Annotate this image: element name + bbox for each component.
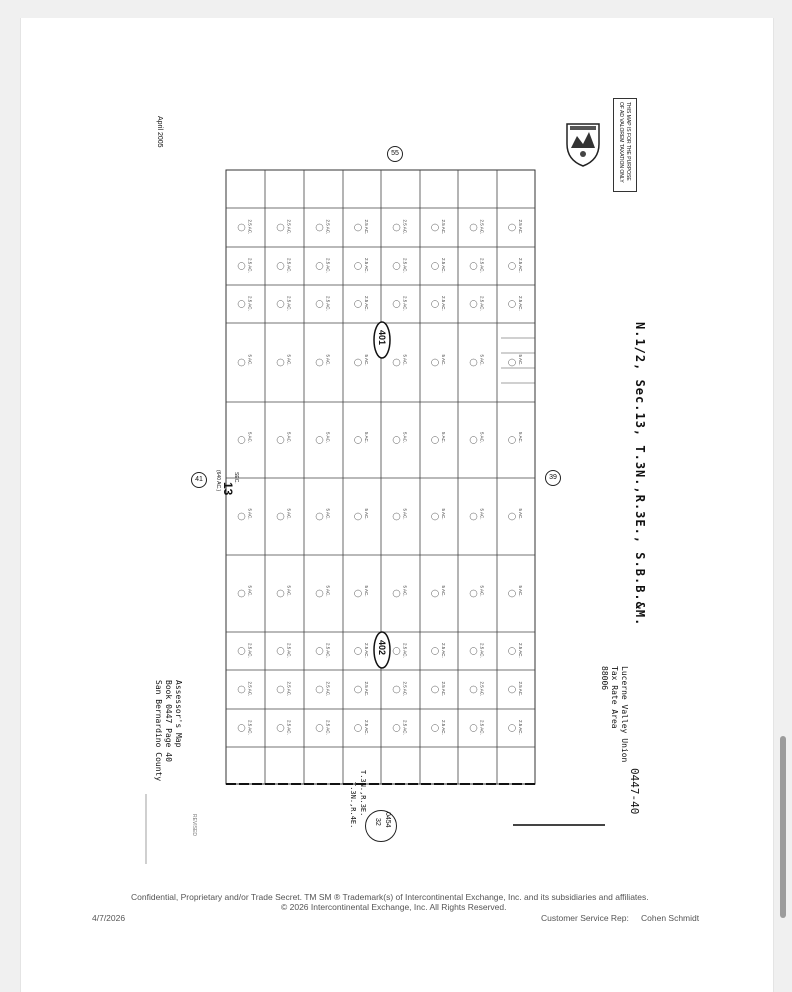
lot-number-circle: [238, 648, 245, 655]
lot-number-circle: [238, 224, 245, 231]
footer-print-date: 4/7/2026: [92, 913, 126, 923]
tax-rate-line-1: Lucerne Valley Union: [620, 666, 629, 763]
lot-number-circle: [470, 513, 477, 520]
footer-rep-label: Customer Service Rep:: [541, 913, 629, 923]
lot-number-circle: [277, 725, 284, 732]
lot-number-circle: [393, 437, 400, 444]
lot-number-circle: [277, 590, 284, 597]
lot-number-circle: [355, 224, 362, 231]
lot-acreage-text: 2.5 AC.: [402, 219, 408, 235]
lot-acreage-text: 2.5 AC.: [518, 296, 523, 311]
lot-acreage-text: 2.5 AC.: [441, 296, 446, 311]
lot-acreage-text: 5 AC.: [402, 585, 408, 597]
lot-number-circle: [432, 437, 439, 444]
lot-number-circle: [238, 437, 245, 444]
lot-acreage-text: 2.5 AC.: [364, 258, 369, 273]
lot-number-circle: [393, 301, 400, 308]
section-outline: [226, 170, 535, 784]
lot-acreage-text: 5 AC.: [247, 508, 253, 520]
lot-acreage-text: 5 AC.: [325, 585, 331, 597]
lot-number-circle: [316, 513, 323, 520]
lot-number-circle: [432, 513, 439, 520]
lot-acreage-text: 2.5 AC.: [325, 681, 331, 697]
lot-acreage-text: 2.5 AC.: [402, 643, 408, 658]
lot-acreage-text: 5 AC.: [479, 585, 485, 597]
lot-acreage-text: 2.5 AC.: [479, 643, 485, 658]
lot-number-circle: [238, 359, 245, 366]
lot-acreage-text: 5 AC.: [441, 432, 446, 444]
lot-acreage-text: 5 AC.: [325, 432, 331, 444]
lot-number-circle: [509, 263, 516, 270]
lot-number-circle: [432, 263, 439, 270]
scale-bar: [513, 824, 605, 826]
lot-number-circle: [393, 359, 400, 366]
lot-acreage-text: 2.5 AC.: [364, 296, 369, 311]
lot-number-circle: [432, 686, 439, 693]
lot-acreage-text: 5 AC.: [364, 508, 369, 520]
lot-number-circle: [470, 263, 477, 270]
lot-number-circle: [393, 513, 400, 520]
lot-number-circle: [355, 513, 362, 520]
lot-acreage-text: 2.5 AC.: [325, 219, 331, 235]
book-line-1: Assessor's Map: [174, 680, 183, 748]
adjacent-map-left: 41: [191, 472, 207, 488]
lot-number-circle: [470, 648, 477, 655]
lot-acreage-text: 5 AC.: [286, 585, 292, 597]
lot-acreage-text: 5 AC.: [479, 432, 485, 444]
lot-number-circle: [316, 590, 323, 597]
lot-acreage-text: 5 AC.: [364, 432, 369, 444]
lot-acreage-text: 5 AC.: [364, 585, 369, 597]
lot-number-circle: [238, 263, 245, 270]
lot-acreage-text: 5 AC.: [402, 354, 408, 366]
lot-number-circle: [277, 301, 284, 308]
section-prefix: SEC.: [233, 472, 239, 484]
lot-number-circle: [509, 590, 516, 597]
lot-number-circle: [238, 686, 245, 693]
lot-number-circle: [432, 590, 439, 597]
map-title: N.1/2, Sec.13, T.3N.,R.3E., S.B.B.&M.: [633, 322, 647, 627]
lot-acreage-text: 2.5 AC.: [402, 720, 408, 735]
lot-acreage-text: 2.5 AC.: [364, 681, 369, 697]
lot-number-circle: [470, 725, 477, 732]
lot-number-circle: [355, 359, 362, 366]
lot-number-circle: [355, 648, 362, 655]
lot-number-circle: [277, 224, 284, 231]
lot-acreage-text: 2.5 AC.: [479, 296, 485, 311]
township-line-1: T.3N.,R.3E.: [359, 770, 367, 817]
block-label: 401: [377, 330, 387, 346]
disclaimer-line-2: OF AD VALOREM TAXATION ONLY: [618, 102, 624, 183]
lot-number-circle: [316, 301, 323, 308]
lot-number-circle: [316, 437, 323, 444]
lot-number-circle: [432, 224, 439, 231]
book-line-3: San Bernardino County: [154, 680, 163, 782]
lot-acreage-text: 2.5 AC.: [518, 219, 523, 235]
lot-acreage-text: 2.5 AC.: [402, 296, 408, 311]
lot-acreage-text: 2.5 AC.: [518, 720, 523, 735]
lot-number-circle: [238, 301, 245, 308]
lot-number-circle: [432, 359, 439, 366]
lot-acreage-text: 2.5 AC.: [441, 681, 446, 697]
lot-acreage-text: 2.5 AC.: [247, 681, 253, 697]
lot-number-circle: [470, 437, 477, 444]
lot-number-circle: [316, 263, 323, 270]
lot-acreage-text: 2.5 AC.: [286, 258, 292, 273]
lot-number-circle: [316, 686, 323, 693]
lot-number-circle: [509, 513, 516, 520]
county-seal-icon: [561, 118, 605, 168]
revised-label: REVISED: [191, 814, 197, 836]
lot-acreage-text: 2.5 AC.: [286, 681, 292, 697]
lot-acreage-text: 5 AC.: [402, 432, 408, 444]
lot-number-circle: [432, 648, 439, 655]
lot-number-circle: [393, 648, 400, 655]
lot-number-circle: [355, 263, 362, 270]
lot-acreage-text: 2.5 AC.: [518, 258, 523, 273]
lot-number-circle: [393, 725, 400, 732]
section-acreage: (640 AC.): [215, 470, 221, 492]
lot-number-circle: [355, 686, 362, 693]
lot-number-circle: [277, 263, 284, 270]
lot-number-circle: [509, 301, 516, 308]
lot-number-circle: [393, 263, 400, 270]
lot-acreage-text: 2.5 AC.: [518, 681, 523, 697]
lot-acreage-text: 2.5 AC.: [441, 643, 446, 658]
lot-acreage-text: 2.5 AC.: [247, 643, 253, 658]
tax-rate-line-2: Tax Rate Area: [610, 666, 619, 729]
lot-acreage-text: 5 AC.: [441, 585, 446, 597]
lot-acreage-text: 2.5 AC.: [286, 296, 292, 311]
lot-acreage-text: 5 AC.: [286, 432, 292, 444]
lot-number-circle: [509, 359, 516, 366]
lot-acreage-text: 5 AC.: [364, 354, 369, 366]
lot-number-circle: [355, 301, 362, 308]
lot-acreage-text: 2.5 AC.: [286, 643, 292, 658]
township-line-2: T.3N.,R.4E.: [349, 782, 357, 829]
bottom-ref-circle: [365, 810, 397, 842]
lot-acreage-text: 5 AC.: [518, 508, 523, 520]
lot-acreage-text: 5 AC.: [286, 354, 292, 366]
lot-acreage-text: 2.5 AC.: [325, 258, 331, 273]
lot-number-circle: [316, 725, 323, 732]
lot-number-circle: [509, 648, 516, 655]
lot-number-circle: [277, 359, 284, 366]
lot-acreage-text: 2.5 AC.: [364, 219, 369, 235]
lot-acreage-text: 2.5 AC.: [364, 643, 369, 658]
lot-acreage-text: 5 AC.: [247, 585, 253, 597]
lot-number-circle: [238, 513, 245, 520]
footer-confidential: Confidential, Proprietary and/or Trade Secret. TM SM ® Trademark(s) of Intercontinental Exchange, Inc. and its subsidiaries and affiliates.: [131, 892, 649, 902]
lot-number-circle: [316, 648, 323, 655]
lot-acreage-text: 5 AC.: [286, 508, 292, 520]
lot-number-circle: [470, 590, 477, 597]
lot-number-circle: [470, 686, 477, 693]
book-line-2: Book 0447 Page 40: [164, 680, 173, 762]
lot-acreage-text: 5 AC.: [518, 432, 523, 444]
section-number: 13: [221, 482, 235, 496]
bottom-ref-sub: 32: [374, 818, 381, 826]
lot-acreage-text: 2.5 AC.: [286, 219, 292, 235]
lot-number-circle: [393, 224, 400, 231]
lot-number-circle: [470, 301, 477, 308]
lot-acreage-text: 2.5 AC.: [479, 258, 485, 273]
lot-number-circle: [509, 725, 516, 732]
lot-acreage-text: 2.5 AC.: [479, 219, 485, 235]
lot-number-circle: [432, 301, 439, 308]
lot-number-circle: [393, 686, 400, 693]
lot-acreage-text: 5 AC.: [325, 508, 331, 520]
disclaimer-line-1: THIS MAP IS FOR THE PURPOSE: [625, 102, 631, 181]
lot-number-circle: [470, 224, 477, 231]
footer-copyright: © 2026 Intercontinental Exchange, Inc. All Rights Reserved.: [281, 902, 507, 912]
lot-acreage-text: 5 AC.: [518, 585, 523, 597]
lot-acreage-text: 5 AC.: [479, 508, 485, 520]
lot-acreage-text: 5 AC.: [479, 354, 485, 366]
lot-number-circle: [509, 437, 516, 444]
bottom-ref: 0454: [384, 812, 391, 828]
lot-acreage-text: 5 AC.: [247, 354, 253, 366]
lot-acreage-text: 2.5 AC.: [286, 720, 292, 735]
lot-number-circle: [238, 590, 245, 597]
lot-acreage-text: 5 AC.: [247, 432, 253, 444]
lot-acreage-text: 2.5 AC.: [402, 681, 408, 697]
lot-acreage-text: 2.5 AC.: [479, 720, 485, 735]
lot-number-circle: [355, 437, 362, 444]
lot-number-circle: [277, 513, 284, 520]
lot-acreage-text: 2.5 AC.: [479, 681, 485, 697]
lot-acreage-text: 2.5 AC.: [325, 643, 331, 658]
lot-acreage-text: 2.5 AC.: [247, 296, 253, 311]
lot-number-circle: [393, 590, 400, 597]
scrollbar-thumb[interactable]: [780, 736, 786, 918]
lot-number-circle: [316, 359, 323, 366]
lot-acreage-text: 2.5 AC.: [402, 258, 408, 273]
lot-number-circle: [432, 725, 439, 732]
lot-number-circle: [355, 590, 362, 597]
lot-number-circle: [509, 224, 516, 231]
lot-acreage-text: 2.5 AC.: [325, 296, 331, 311]
lot-acreage-text: 2.5 AC.: [441, 720, 446, 735]
adjacent-map-top: 55: [387, 146, 403, 162]
lot-number-circle: [277, 648, 284, 655]
lot-number-circle: [355, 725, 362, 732]
lot-acreage-text: 2.5 AC.: [518, 643, 523, 658]
lot-acreage-text: 5 AC.: [325, 354, 331, 366]
block-label: 402: [377, 640, 387, 656]
lot-number-circle: [509, 686, 516, 693]
map-date: April 2005: [156, 116, 163, 148]
lot-acreage-text: 2.5 AC.: [247, 720, 253, 735]
lot-acreage-text: 5 AC.: [441, 354, 446, 366]
lot-acreage-text: 5 AC.: [441, 508, 446, 520]
lot-acreage-text: 2.5 AC.: [364, 720, 369, 735]
page-number: 0447-40: [628, 768, 641, 815]
lot-number-circle: [316, 224, 323, 231]
lot-number-circle: [277, 686, 284, 693]
lot-number-circle: [238, 725, 245, 732]
lot-acreage-text: 2.5 AC.: [441, 219, 446, 235]
lot-acreage-text: 2.5 AC.: [247, 219, 253, 235]
lot-acreage-text: 5 AC.: [518, 354, 523, 366]
lot-acreage-text: 2.5 AC.: [325, 720, 331, 735]
lot-acreage-text: 5 AC.: [402, 508, 408, 520]
document-page: [20, 18, 774, 992]
lot-number-circle: [470, 359, 477, 366]
lot-acreage-text: 2.5 AC.: [441, 258, 446, 273]
tax-rate-line-3: 88006: [600, 666, 609, 691]
lot-acreage-text: 2.5 AC.: [247, 258, 253, 273]
parcel-map: [21, 18, 773, 992]
adjacent-map-right: 39: [545, 470, 561, 486]
footer-rep-name: Cohen Schmidt: [641, 913, 700, 923]
lot-number-circle: [277, 437, 284, 444]
